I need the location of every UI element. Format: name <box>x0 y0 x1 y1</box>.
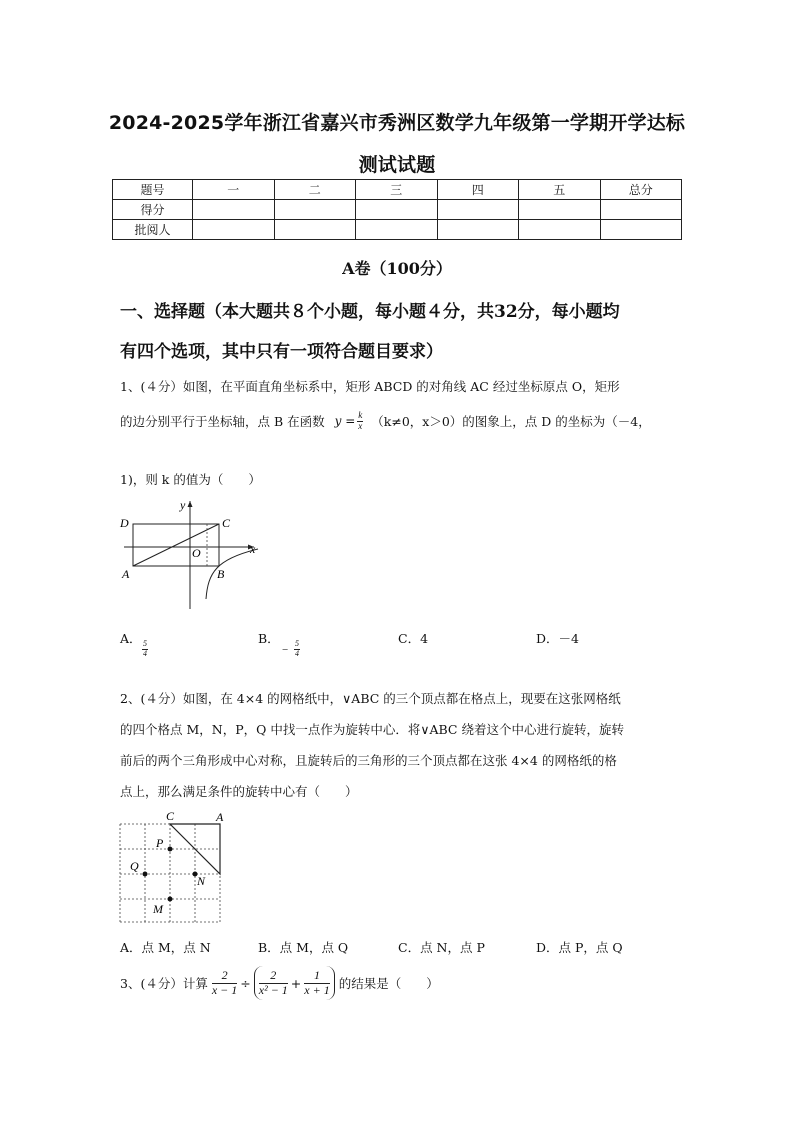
score-table-row <box>113 220 682 240</box>
vertex-label-a: A <box>216 810 224 824</box>
table-cell[interactable] <box>356 220 438 240</box>
q2-text-line-1: 2、(４分）如图，在 4×4 的网格纸中，∨ABC 的三个顶点都在格点上，现要在这张网格纸 <box>120 691 621 706</box>
q1-formula <box>335 411 364 432</box>
q2-grid-figure <box>116 808 226 926</box>
point-label-b: B <box>217 567 225 581</box>
axis-label-x: x <box>250 542 256 556</box>
fraction-denominator: x − 1 <box>211 982 238 997</box>
y-axis-arrow-icon <box>188 501 193 507</box>
q2-option-d[interactable]: D．点 P，点 Q <box>536 940 623 955</box>
table-cell[interactable] <box>356 200 438 220</box>
point-label-q: Q <box>130 859 139 873</box>
score-table <box>112 179 682 240</box>
table-cell: 一 <box>193 180 275 200</box>
table-cell[interactable] <box>274 220 356 240</box>
q1-text-segment: 的边分别平行于坐标轴，点 B 在函数 <box>120 414 325 430</box>
table-cell: 题号 <box>113 180 193 200</box>
table-row-label: 得分 <box>113 200 193 220</box>
table-cell[interactable] <box>600 200 682 220</box>
q1-option-a-fraction <box>142 640 148 659</box>
point-label-c: C <box>222 516 231 530</box>
q3-parenthesized-group <box>254 966 335 1000</box>
table-cell[interactable] <box>600 220 682 240</box>
q3-prefix: 3、(４分）计算 <box>120 976 208 991</box>
section-a-heading: A卷（100分） <box>342 259 452 278</box>
option-label: A． <box>120 631 142 646</box>
section-1-heading-line-2: 有四个选项，其中只有一项符合题目要求） <box>120 342 443 362</box>
score-table-row <box>113 200 682 220</box>
table-cell: 二 <box>274 180 356 200</box>
hyperbola-curve <box>206 549 258 599</box>
q2-option-c[interactable]: C．点 N，点 P <box>398 940 485 955</box>
table-cell[interactable] <box>193 200 275 220</box>
q3-text-line <box>120 964 439 1002</box>
table-cell[interactable] <box>519 220 601 240</box>
point-m <box>168 897 173 902</box>
q1-text-line-2 <box>120 411 651 432</box>
q1-option-d[interactable]: D．－4 <box>536 631 579 646</box>
fraction-numerator: 5 <box>143 639 147 648</box>
q3-plus-sign: + <box>290 975 302 991</box>
formula-lhs: y = <box>334 414 356 429</box>
fraction-numerator: 2 <box>259 969 288 983</box>
table-cell: 五 <box>519 180 601 200</box>
fraction-denominator: x + 1 <box>304 982 330 997</box>
table-row-label: 批阅人 <box>113 220 193 240</box>
score-table-header-row <box>113 180 682 200</box>
q1-text-line-3: 1)，则 k 的值为（ ） <box>120 472 261 487</box>
point-label-n: N <box>197 874 206 888</box>
point-label-m: M <box>153 902 163 916</box>
origin-label-o: O <box>192 546 201 560</box>
axis-label-y: y <box>180 498 186 512</box>
formula-fraction <box>357 411 363 432</box>
table-cell[interactable] <box>437 200 519 220</box>
point-label-a: A <box>122 567 130 581</box>
q2-text-line-4: 点上，那么满足条件的旋转中心有（ ） <box>120 784 358 799</box>
table-cell: 四 <box>437 180 519 200</box>
grid-lines <box>120 824 220 922</box>
title-line-2: 测试试题 <box>358 154 436 176</box>
fraction-denominator: x² − 1 <box>258 982 288 997</box>
q1-coordinate-figure <box>116 495 266 613</box>
q3-fraction-3 <box>304 969 329 996</box>
diagonal-ac <box>133 524 219 566</box>
q2-text-line-3: 前后的两个三角形成中心对称，且旋转后的三角形的三个顶点都在这张 4×4 的网格纸的格 <box>120 753 617 768</box>
table-cell[interactable] <box>437 220 519 240</box>
point-p <box>168 847 173 852</box>
fraction-numerator: k <box>358 410 363 420</box>
section-1-heading-line-1: 一、选择题（本大题共８个小题，每小题４分，共32分，每小题均 <box>120 302 620 322</box>
q1-option-a[interactable] <box>120 629 142 647</box>
table-cell[interactable] <box>519 200 601 220</box>
q3-fraction-2 <box>259 969 288 996</box>
option-label: B． <box>258 631 280 646</box>
point-label-d: D <box>120 516 129 530</box>
q1-option-b-fraction <box>294 640 300 659</box>
q1-text-line-1: 1、(４分）如图，在平面直角坐标系中，矩形 ABCD 的对角线 AC 经过坐标原点 O，矩形 <box>120 379 620 394</box>
fraction-numerator: 5 <box>295 639 299 648</box>
q3-divide-sign: ÷ <box>240 975 251 991</box>
title-line-1: 2024-2025学年浙江省嘉兴市秀洲区数学九年级第一学期开学达标 <box>108 112 686 134</box>
q1-option-c[interactable]: C．4 <box>398 631 429 646</box>
table-cell: 三 <box>356 180 438 200</box>
fraction-numerator: 1 <box>304 969 329 983</box>
vertex-label-c: C <box>166 809 175 823</box>
table-cell: 总分 <box>600 180 682 200</box>
q2-text-line-2: 的四个格点 M，N，P，Q 中找一点作为旋转中心．将∨ABC 绕着这个中心进行旋转，旋转 <box>120 722 624 737</box>
point-label-p: P <box>156 836 164 850</box>
q2-option-a[interactable]: A．点 M，点 N <box>120 940 211 955</box>
q1-option-b[interactable] <box>258 629 280 647</box>
fraction-denominator: 4 <box>143 648 147 658</box>
q3-suffix: 的结果是（ ） <box>338 976 439 991</box>
q2-option-b[interactable]: B．点 M，点 Q <box>258 940 349 955</box>
fraction-numerator: 2 <box>212 969 237 983</box>
q3-fraction-1 <box>212 969 237 996</box>
option-minus-sign: − <box>282 644 289 656</box>
point-q <box>143 872 148 877</box>
table-cell[interactable] <box>274 200 356 220</box>
fraction-denominator: x <box>358 420 363 431</box>
fraction-denominator: 4 <box>295 648 299 658</box>
table-cell[interactable] <box>193 220 275 240</box>
q1-text-segment: （k≠0，x＞0）的图象上，点 D 的坐标为（－4， <box>371 414 651 430</box>
